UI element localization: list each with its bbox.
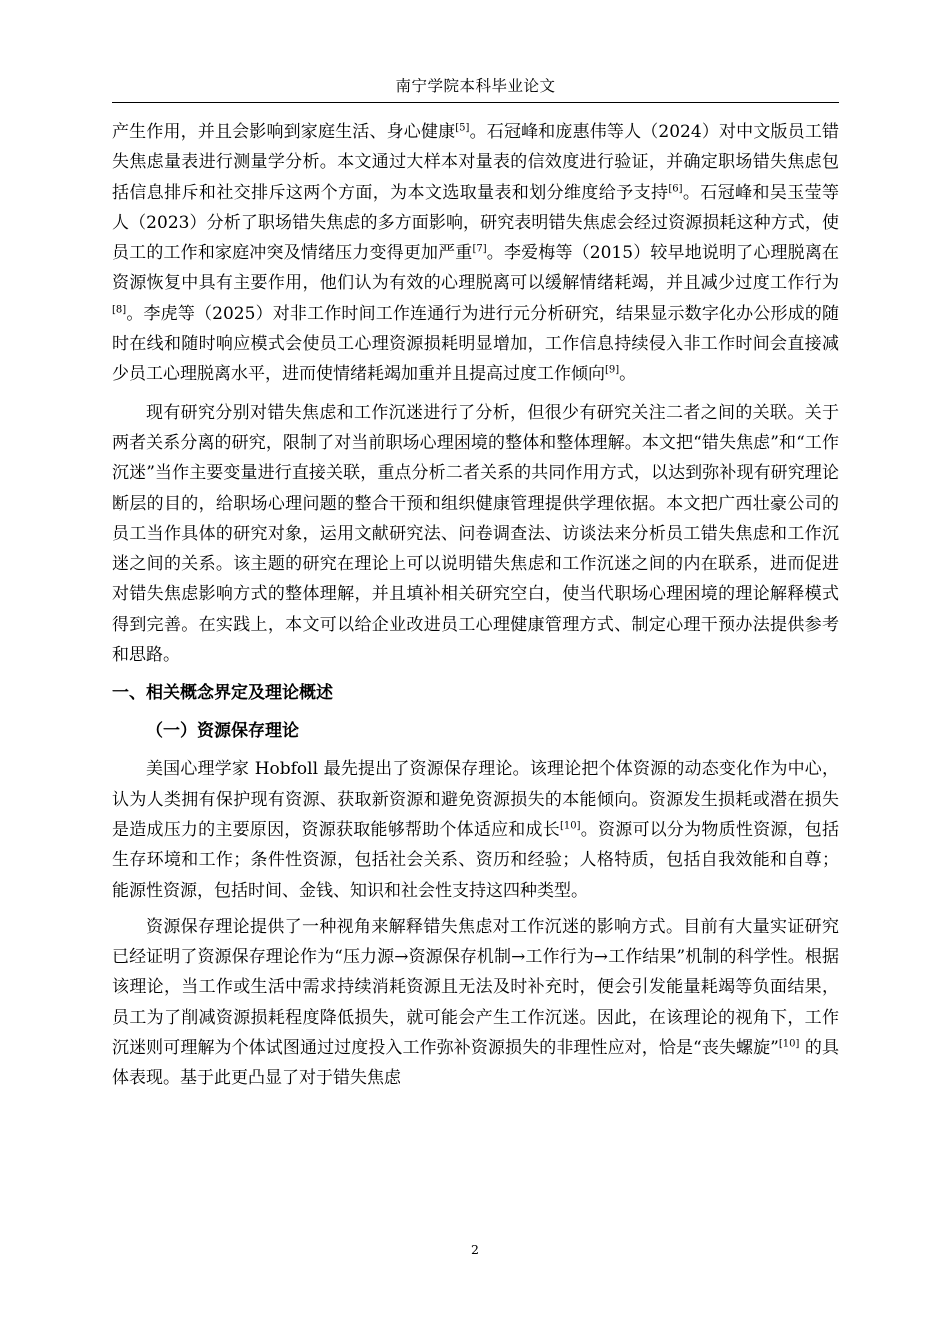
citation: [7]	[472, 243, 487, 255]
text-run: 。石冠峰和吴玉莹等人（2023）分析了职场错失焦虑的多方面影响，研究表明错失焦虑会经过资源损耗这种方式，使员工的工作和家庭冲突及情绪压力变得更加严重	[112, 182, 840, 264]
text-run: 产生作用，并且会影响到家庭生活、身心健康	[112, 122, 456, 142]
text-run: 资源保存理论提供了一种视角来解释错失焦虑对工作沉迷的影响方式。目前有大量实证研究已经证明了资源保存理论作为“压力源→资源保存机制→工作行为→工作结果”机制的科学性。根据该理论，当工作或生活中需求持续消耗资源且无法及时补充时，便会引发能量耗竭等负面结果，员工为了削减资源损耗程度降低损失，就可能会产生工作沉迷。因此，在该理论的视角下，工作沉迷则可理解为个体试图通过过度投入工作弥补资源损失的非理性应对，恰是“丧失螺旋”	[112, 916, 839, 1059]
text-run: 。李虎等（2025）对非工作时间工作连通行为进行元分析研究，结果显示数字化办公形成的随时在线和随时响应模式会使员工心理资源损耗明显增加，工作信息持续侵入非工作时间会直接减少员工心理脱离水平，进而使情绪耗竭加重并且提高过度工作倾向	[112, 303, 839, 385]
page-number: 2	[471, 1242, 479, 1257]
citation: [10]	[560, 820, 581, 832]
text-run: 。资源可以分为物质性资源，包括生存环境和工作；条件性资源，包括社会关系、资历和经验；人格特质，包括自我效能和自尊；能源性资源，包括时间、金钱、知识和社会性支持这四种类型。	[112, 819, 840, 901]
subsection-heading: （一）资源保存理论	[146, 721, 299, 742]
body-content	[112, 117, 839, 1094]
text-run: 。李爱梅等（2015）较早地说明了心理脱离在资源恢复中具有主要作用，他们认为有效的心理脱离可以缓解情绪耗竭，并且减少过度工作行为	[112, 243, 840, 294]
citation: [5]	[455, 122, 470, 134]
text-run: 美国心理学家 Hobfoll 最先提出了资源保存理论。该理论把个体资源的动态变化作为中心，认为人类拥有保护现有资源、获取新资源和避免资源损失的本能倾向。资源发生损耗或潜在损失是造成压力的主要原因，资源获取能够帮助个体适应和成长	[112, 759, 839, 840]
text-run: 。	[619, 364, 637, 385]
text-run: 。石冠峰和庞惠伟等人（2024）对中文版员工错失焦虑量表进行测量学分析。本文通过大样本对量表的信效度进行验证，并确定职场错失焦虑包括信息排斥和社交排斥这两个方面，为本文选取量表和划分维度给予支持	[112, 122, 839, 203]
citation: [9]	[605, 364, 620, 376]
citation: [6]	[668, 182, 683, 194]
paragraph-3	[112, 754, 839, 905]
paragraph-2: 现有研究分别对错失焦虑和工作沉迷进行了分析，但很少有研究关注二者之间的关联。关于两者关系分离的研究，限制了对当前职场心理困境的整体和整体理解。本文把“错失焦虑”和“工作沉迷”当作主要变量进行直接关联，重点分析二者关系的共同作用方式，以达到弥补现有研究理论断层的目的，给职场心理问题的整合干预和组织健康管理提供学理依据。本文把广西壮豪公司的员工当作具体的研究对象，运用文献研究法、问卷调查法、访谈法来分析员工错失焦虑和工作沉迷之间的关系。该主题的研究在理论上可以说明错失焦虑和工作沉迷之间的内在联系，进而促进对错失焦虑影响方式的整体理解，并且填补相关研究空白，使当代职场心理困境的理论解释模式得到完善。在实践上，本文可以给企业改进员工心理健康管理方式、制定心理干预办法提供参考和思路。	[112, 402, 839, 666]
citation: [8]	[112, 304, 127, 316]
citation: [10]	[778, 1038, 800, 1050]
paragraph-1	[112, 117, 839, 390]
page-header	[112, 70, 839, 103]
text-run: 的具体表现。基于此更凸显了对于错失焦虑	[112, 1038, 839, 1089]
paragraph-4	[112, 912, 839, 1094]
section-heading: 一、相关概念界定及理论概述	[112, 683, 333, 704]
header-title: 南宁学院本科毕业论文	[395, 77, 556, 95]
